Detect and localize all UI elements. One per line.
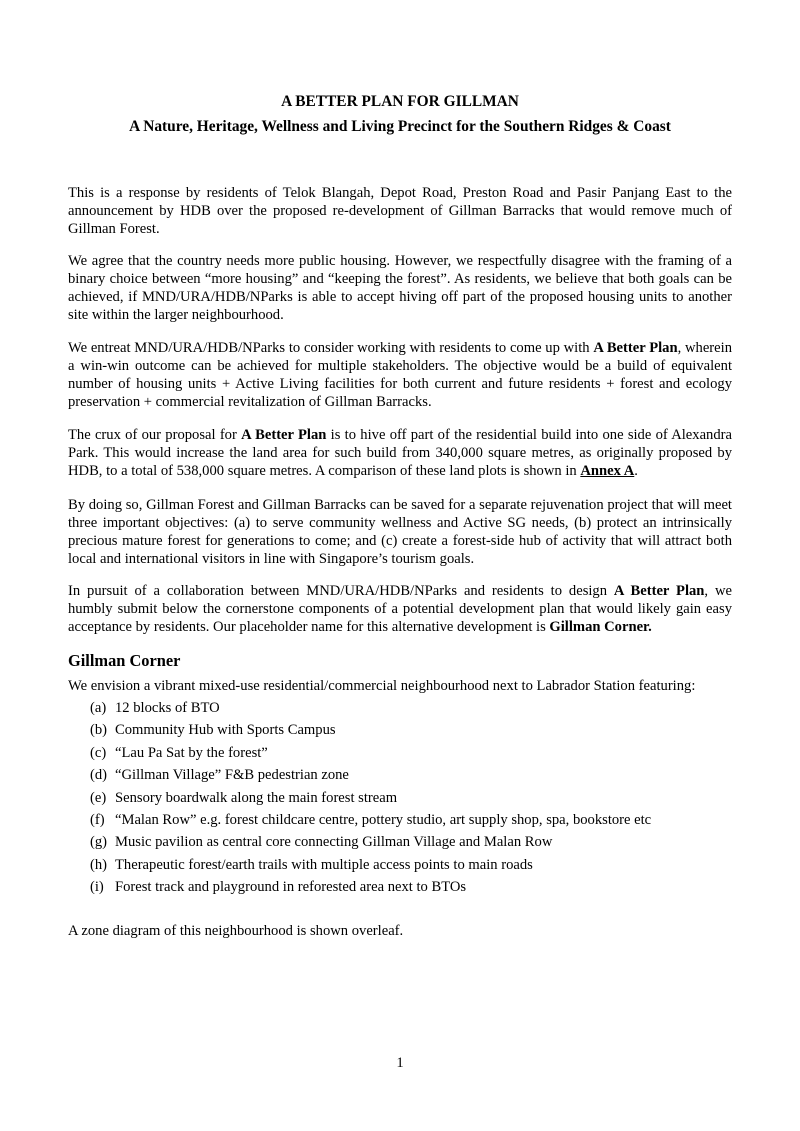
list-item	[90, 833, 651, 855]
emphasis-better-plan: A Better Plan	[593, 340, 678, 356]
annex-a-text: Annex A	[580, 463, 635, 479]
emphasis-better-plan: A Better Plan	[613, 583, 705, 599]
text-run: We entreat MND/URA/HDB/NParks to consider working with residents to come up with	[68, 340, 594, 356]
closing-sentence: A zone diagram of this neighbourhood is shown overleaf.	[68, 923, 404, 939]
feature-list	[90, 699, 651, 901]
list-item-text: Therapeutic forest/earth trails with multiple access points to main roads	[115, 856, 533, 873]
list-item-text: Music pavilion as central core connecting Gillman Village and Malan Row	[115, 834, 553, 851]
paragraph-objectives: By doing so, Gillman Forest and Gillman Barracks can be saved for a separate rejuvenation project that will meet three important objectives: (a) to serve community wellness and Active SG needs, (b) protect an intrinsically precious mature forest for generations to come; and (c) create a forest-side hub of activity that will attract both local and international visitors in line with Singapore’s tourism goals.	[68, 497, 732, 567]
list-item	[90, 878, 651, 900]
list-item	[90, 789, 651, 811]
list-item-text: Community Hub with Sports Campus	[115, 722, 336, 739]
document-subtitle: A Nature, Heritage, Wellness and Living Precinct for the Southern Ridges & Coast	[129, 118, 671, 135]
paragraph-collaboration	[68, 582, 732, 636]
list-item	[90, 811, 651, 833]
list-item-text: Sensory boardwalk along the main forest stream	[115, 789, 398, 806]
list-marker: (h)	[90, 856, 108, 873]
list-marker: (i)	[90, 879, 104, 896]
paragraph-agreement: We agree that the country needs more public housing. However, we respectfully disagree with the framing of a binary choice between “more housing” and “keeping the forest”. As residents, we believe that both goals can be achieved, if MND/URA/HDB/NParks is able to accept hiving off part of the proposed housing units to another site within the larger neighbourhood.	[68, 253, 732, 323]
paragraph-response: This is a response by residents of Telok Blangah, Depot Road, Preston Road and Pasir Panjang East to the announcement by HDB over the proposed re-development of Gillman Barracks that would remove much of Gillman Forest.	[68, 185, 732, 237]
paragraph-crux	[68, 426, 732, 480]
list-item	[90, 699, 651, 721]
paragraph-entreat	[68, 339, 732, 411]
annex-a-link[interactable]	[580, 463, 634, 479]
list-item	[90, 744, 651, 766]
text-run: , we humbly submit below the cornerstone components of a potential development plan that would likely gain easy acceptance by residents. Our placeholder name for this alternative development is	[68, 583, 732, 635]
list-item	[90, 856, 651, 878]
list-item	[90, 721, 651, 743]
list-item	[90, 766, 651, 788]
list-marker: (d)	[90, 767, 108, 784]
emphasis-better-plan: A Better Plan	[241, 427, 327, 443]
list-marker: (e)	[90, 789, 107, 806]
list-marker: (b)	[90, 722, 108, 739]
section-heading: Gillman Corner	[68, 651, 181, 670]
emphasis-gillman-corner: Gillman Corner.	[549, 619, 652, 635]
text-run: In pursuit of a collaboration between MND/URA/HDB/NParks and residents to design	[68, 583, 614, 599]
text-run: , wherein a win-win outcome can be achieved for multiple stakeholders. The objective would be a build of equivalent number of housing units + Active Living facilities for both current and future residents + forest and ecology preservation + commercial revitalization of Gillman Barracks.	[68, 340, 732, 410]
list-marker: (a)	[90, 700, 107, 716]
text-run: The crux of our proposal for	[68, 427, 242, 443]
text-run: .	[634, 463, 638, 479]
document-title: A BETTER PLAN FOR GILLMAN	[281, 93, 519, 110]
list-marker: (g)	[90, 834, 108, 851]
text-run: is to hive off part of the residential build into one side of Alexandra Park. This would increase the land area for such build from 340,000 square metres, as originally proposed by HDB, to a total of 538,000 square metres. A comparison of these land plots is shown in	[68, 427, 732, 479]
list-item-text: “Gillman Village” F&B pedestrian zone	[115, 767, 349, 784]
list-marker: (c)	[90, 744, 107, 761]
page-number: 1	[396, 1055, 404, 1071]
list-item-text: “Malan Row” e.g. forest childcare centre, pottery studio, art supply shop, spa, bookstore etc	[115, 811, 652, 828]
list-item-text: 12 blocks of BTO	[115, 700, 220, 716]
list-item-text: “Lau Pa Sat by the forest”	[115, 744, 268, 761]
list-item-text: Forest track and playground in reforested area next to BTOs	[115, 879, 467, 896]
section-intro: We envision a vibrant mixed-use residential/commercial neighbourhood next to Labrador Station featuring:	[68, 678, 696, 694]
list-marker: (f)	[90, 811, 105, 828]
